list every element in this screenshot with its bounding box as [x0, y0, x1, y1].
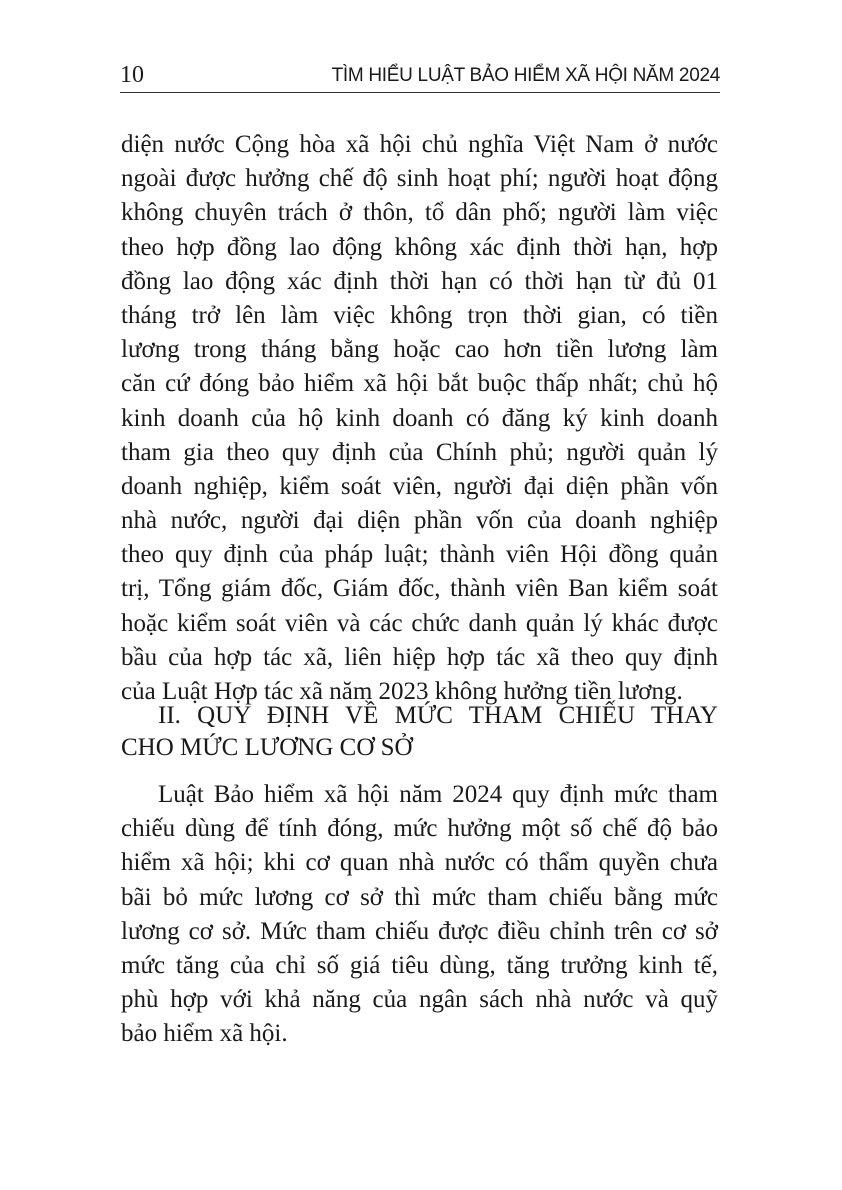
- running-title: TÌM HIỂU LUẬT BẢO HIỂM XÃ HỘI NĂM 2024: [331, 65, 720, 86]
- body-paragraph-1: [121, 128, 718, 709]
- body-paragraph-2: [121, 778, 718, 1052]
- text-line: lương cơ sở. Mức tham chiếu được điều chỉnh trên cơ sở: [121, 917, 718, 945]
- text-line: mức tăng của chỉ số giá tiêu dùng, tăng trưởng kinh tế,: [121, 951, 718, 979]
- text-line: kinh doanh của hộ kinh doanh có đăng ký kinh doanh: [121, 404, 718, 432]
- text-line: không chuyên trách ở thôn, tổ dân phố; người làm việc: [121, 199, 718, 227]
- text-line: của Luật Hợp tác xã năm 2023 không hưởng tiền lương.: [121, 678, 683, 705]
- text-line: đồng lao động xác định thời hạn có thời hạn từ đủ 01: [121, 267, 718, 295]
- text-line: theo hợp đồng lao động không xác định thời hạn, hợp: [121, 233, 718, 261]
- text-line: căn cứ đóng bảo hiểm xã hội bắt buộc thấp nhất; chủ hộ: [121, 370, 718, 398]
- text-line: phù hợp với khả năng của ngân sách nhà nước và quỹ: [121, 986, 718, 1014]
- text-line: tham gia theo quy định của Chính phủ; người quản lý: [121, 438, 718, 466]
- text-line: diện nước Cộng hòa xã hội chủ nghĩa Việt Nam ở nước: [121, 131, 718, 158]
- text-line: tháng trở lên làm việc không trọn thời gian, có tiền: [121, 301, 718, 329]
- text-line: Luật Bảo hiểm xã hội năm 2024 quy định mức tham: [158, 781, 718, 808]
- text-line: II. QUY ĐỊNH VỀ MỨC THAM CHIẾU THAY: [158, 702, 718, 729]
- text-line: ngoài được hưởng chế độ sinh hoạt phí; người hoạt động: [121, 165, 718, 193]
- page-header: [120, 60, 720, 93]
- text-line: bảo hiểm xã hội.: [121, 1020, 288, 1048]
- section-heading: [121, 700, 718, 764]
- text-line: hiểm xã hội; khi cơ quan nhà nước có thẩm quyền chưa: [121, 849, 718, 877]
- text-line: CHO MỨC LƯƠNG CƠ SỞ: [121, 734, 413, 761]
- text-line: trị, Tổng giám đốc, Giám đốc, thành viên Ban kiểm soát: [121, 575, 718, 603]
- text-line: theo quy định của pháp luật; thành viên Hội đồng quản: [121, 541, 718, 569]
- text-line: chiếu dùng để tính đóng, mức hưởng một số chế độ bảo: [121, 815, 718, 843]
- text-line: lương trong tháng bằng hoặc cao hơn tiền lương làm: [121, 336, 718, 364]
- text-line: nhà nước, người đại diện phần vốn của doanh nghiệp: [121, 507, 718, 535]
- text-line: doanh nghiệp, kiểm soát viên, người đại diện phần vốn: [121, 472, 718, 500]
- text-line: hoặc kiểm soát viên và các chức danh quản lý khác được: [121, 609, 718, 637]
- page-number: 10: [120, 62, 144, 88]
- text-line: bãi bỏ mức lương cơ sở thì mức tham chiếu bằng mức: [121, 883, 718, 911]
- text-line: bầu của hợp tác xã, liên hiệp hợp tác xã theo quy định: [121, 643, 718, 671]
